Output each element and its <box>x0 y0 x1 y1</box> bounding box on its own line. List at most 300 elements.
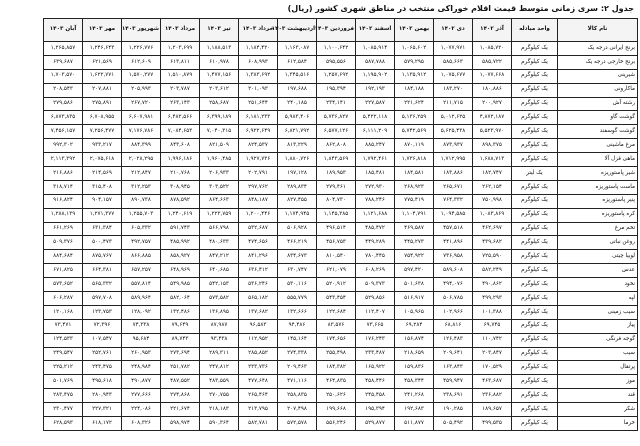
price-cell: ۷۹,۶۴۹ <box>161 319 200 333</box>
price-cell: ۱۶۵,۹۲۲ <box>356 361 395 375</box>
price-cell: ۶۹,۲۸۴ <box>395 319 434 333</box>
item-name-cell: برنج ایرانی درجه یک <box>558 42 638 56</box>
price-cell: ۲۰۳,۶۱۲ <box>200 83 239 97</box>
table-row <box>5 319 638 333</box>
price-cell: ۸۷۸,۵۹۲ <box>161 194 200 208</box>
table-row <box>5 139 638 153</box>
price-cell: ۱۹۵,۳۹۴ <box>356 403 395 417</box>
price-cell: ۱,۱۷۴,۹۴۵ <box>278 208 317 222</box>
price-cell: ۹۳,۴۳۸ <box>200 333 239 347</box>
unit-cell: یک کیلوگرم <box>512 389 558 403</box>
price-cell: ۱۴۵,۱۶۴ <box>278 333 317 347</box>
price-cell: ۱,۲۴۶,۶۴۳ <box>83 42 122 56</box>
price-cell: ۶,۸۷۳,۸۳۵ <box>44 111 83 125</box>
price-cell: ۵۷۹,۲۹۵ <box>395 55 434 69</box>
price-cell: ۱۹۲,۱۹۳ <box>356 83 395 97</box>
price-cell: ۲۴۰,۱۸۵ <box>278 97 317 111</box>
item-name-cell: لپه <box>558 292 638 306</box>
price-cell: ۲۰۹,۴۶۳ <box>278 361 317 375</box>
price-cell: ۲۴۳,۴۷۵ <box>83 361 122 375</box>
price-cell: ۵۴۳,۴۵۴ <box>317 292 356 306</box>
price-cell: ۲۰۷,۴۹۸ <box>278 403 317 417</box>
item-name-cell: ماهی قزل آلا <box>558 153 638 167</box>
table-row <box>5 292 638 306</box>
price-cell: ۱۳۲,۴۸۶ <box>161 305 200 319</box>
unit-cell: یک کیلوگرم <box>512 111 558 125</box>
price-cell: ۱,۷۰۳,۵۷۰ <box>44 69 83 83</box>
price-cell: ۲۹۷,۷۶۲ <box>239 180 278 194</box>
price-cell: ۸۱۳,۲۲۹ <box>278 139 317 153</box>
price-cell: ۸۶۶,۸۸۵ <box>122 250 161 264</box>
price-cell: ۸۸۴,۳۹۹ <box>122 139 161 153</box>
price-cell: ۴۳۹,۶۸۲ <box>473 236 512 250</box>
item-name-cell: کره پاستوریزه <box>558 208 638 222</box>
price-cell: ۶۴۰,۶۸۵ <box>200 264 239 278</box>
table-row <box>5 55 638 69</box>
price-cell: ۵۲۹,۸۵۶ <box>356 292 395 306</box>
price-cell: ۱,۰۸۳,۸۶۹ <box>473 208 512 222</box>
price-cell: ۱۰۷,۵۴۷ <box>83 333 122 347</box>
price-cell: ۱۹۵,۳۹۴ <box>317 83 356 97</box>
price-cell: ۲۰۱,۰۹۳ <box>239 83 278 97</box>
table-row <box>5 180 638 194</box>
price-cell: ۴۶۲,۶۹۷ <box>473 222 512 236</box>
price-cell: ۴,۸۷۲,۱۸۷ <box>473 111 512 125</box>
price-cell: ۱۸۴,۵۸۱ <box>395 167 434 181</box>
price-cell: ۱۸۴,۳۸۲ <box>317 361 356 375</box>
price-cell: ۲۱۶,۸۸۶ <box>44 167 83 181</box>
price-cell: ۱,۲۲۶,۷۷۶ <box>122 42 161 56</box>
price-cell: ۱,۲۲۲,۷۵۹ <box>200 208 239 222</box>
price-cell: ۱,۱۰۰,۶۴۲ <box>317 42 356 56</box>
price-cell: ۲۰۳,۸۴۷ <box>473 347 512 361</box>
price-cell: ۸۴۳,۶۰۸ <box>161 139 200 153</box>
price-cell: ۵۹۸,۹۷۴ <box>161 417 200 431</box>
price-cell: ۶,۶۰۷,۹۸۱ <box>122 111 161 125</box>
price-cell: ۳۱۸,۷۱۴ <box>44 180 83 194</box>
price-cell: ۲۰۹,۶۴۱ <box>434 347 473 361</box>
price-cell: ۲۰۸,۵۴۳ <box>44 83 83 97</box>
table-row <box>5 278 638 292</box>
price-cell: ۲۶۰,۹۵۳ <box>122 347 161 361</box>
price-cell: ۶۳۹,۶۸۷ <box>44 55 83 69</box>
price-cell: ۱۳۷,۶۸۲ <box>239 305 278 319</box>
unit-cell: یک لیتر <box>512 167 558 181</box>
price-cell: ۶۰۵,۳۳۲ <box>122 222 161 236</box>
unit-cell: یک کیلوگرم <box>512 319 558 333</box>
price-cell: ۹۵,۶۸۴ <box>122 333 161 347</box>
price-cell: ۶۳۱,۳۸۴ <box>83 222 122 236</box>
table-row <box>5 194 638 208</box>
price-cell: ۸۵۸,۹۲۷ <box>161 250 200 264</box>
price-cell: ۵۳۲,۶۸۷ <box>239 222 278 236</box>
price-cell: ۵۷۳,۶۵۲ <box>44 278 83 292</box>
price-cell: ۸۴۸,۱۸۷ <box>239 194 278 208</box>
price-cell: ۱,۲۴۰,۶۱۹ <box>161 208 200 222</box>
price-cell: ۱۱۰,۷۴۲ <box>473 333 512 347</box>
item-name-cell: گوشت گوسفند <box>558 125 638 139</box>
price-cell: ۵,۴۲۲,۱۱۸ <box>356 111 395 125</box>
unit-cell: یک کیلوگرم <box>512 305 558 319</box>
item-name-cell: برنج خارجی درجه یک <box>558 55 638 69</box>
price-cell: ۵۵۵,۷۷۹ <box>278 292 317 306</box>
price-cell: ۱,۰۷۵,۶۷۷ <box>434 69 473 83</box>
price-cell: ۷,۱۷۶,۷۸۶ <box>122 125 161 139</box>
price-cell: ۴۹۹,۵۳۵ <box>473 417 512 431</box>
price-cell: ۲۰۶,۹۳۳ <box>200 167 239 181</box>
price-cell: ۲۸۰,۹۴۳ <box>83 389 122 403</box>
price-cell: ۹۹۲,۳۰۲ <box>44 139 83 153</box>
table-row <box>5 264 638 278</box>
price-cell: ۴۴۹,۲۸۹ <box>356 236 395 250</box>
price-cell: ۷۶۴,۳۳۲ <box>434 194 473 208</box>
table-row <box>5 208 638 222</box>
price-cell: ۵۹۱,۷۴۳ <box>161 222 200 236</box>
price-cell: ۵۱۶,۹۱۷ <box>395 292 434 306</box>
price-cell: ۵۸۵,۶۶۳ <box>434 55 473 69</box>
price-cell: ۲۸۳,۴۷۵ <box>44 389 83 403</box>
price-cell: ۶۱۲,۶۰۹ <box>122 55 161 69</box>
price-cell: ۱,۵۱۰,۸۷۹ <box>161 69 200 83</box>
price-cell: ۲۷۹,۵۸۶ <box>44 97 83 111</box>
price-cell: ۱,۲۰۰,۴۴۶ <box>239 208 278 222</box>
price-cell: ۵۶۵,۱۸۲ <box>239 292 278 306</box>
table-row <box>5 111 638 125</box>
price-cell: ۵۹۵,۵۵۶ <box>317 55 356 69</box>
unit-cell: یک کیلوگرم <box>512 180 558 194</box>
price-cell: ۶۸,۸۱۶ <box>434 319 473 333</box>
price-cell: ۱۱۲,۴۰۷ <box>356 305 395 319</box>
item-name-cell: گوجه فرنگی <box>558 333 638 347</box>
unit-cell: یک کیلوگرم <box>512 250 558 264</box>
price-cell: ۱۹۹,۶۶۸ <box>317 403 356 417</box>
price-cell: ۶,۷۰۸,۹۵۵ <box>83 111 122 125</box>
price-cell: ۳۰۸,۹۴۵ <box>161 180 200 194</box>
table-row <box>5 222 638 236</box>
price-cell: ۴۷۷,۶۴۸ <box>239 375 278 389</box>
price-cell: ۵۷۳,۵۸۲ <box>200 292 239 306</box>
price-cell: ۲۷۹,۴۶۱ <box>317 180 356 194</box>
price-cell: ۱۸۴,۱۸۸ <box>395 83 434 97</box>
price-cell: ۱,۱۰۴,۷۹۱ <box>395 208 434 222</box>
price-cell: ۲۲۴,۰۸۶ <box>122 403 161 417</box>
table-row <box>5 167 638 181</box>
price-cell: ۴۵۷,۵۱۸ <box>434 222 473 236</box>
price-cell: ۶۱۰,۹۷۸ <box>200 55 239 69</box>
price-cell: ۵۸۲,۲۴۹ <box>473 264 512 278</box>
price-cell: ۲۰۲,۷۹۱ <box>239 167 278 181</box>
price-cell: ۵۲۹,۸۷۷ <box>356 417 395 431</box>
price-cell: ۴۵۸,۴۴۶ <box>356 375 395 389</box>
price-cell: ۶۰۸,۹۹۳ <box>239 55 278 69</box>
item-name-cell: تخم مرغ <box>558 222 638 236</box>
price-cell: ۲۱۲,۸۴۷ <box>122 167 161 181</box>
price-cell: ۵۰۵,۴۹۲ <box>434 417 473 431</box>
price-cell: ۲۵۱,۶۴۴ <box>239 97 278 111</box>
price-cell: ۲۰۳,۷۸۷ <box>161 83 200 97</box>
price-cell: ۱,۹۶۰,۴۸۵ <box>200 153 239 167</box>
price-cell: ۸۱۰,۵۴۰ <box>317 250 356 264</box>
price-cell: ۱۲۴,۵۳۳ <box>44 333 83 347</box>
price-cell: ۲۴۹,۵۴۷ <box>44 347 83 361</box>
price-cell: ۱,۰۹۴,۵۸۵ <box>434 208 473 222</box>
price-cell: ۵,۱۳۶,۲۵۹ <box>395 111 434 125</box>
unit-cell: یک کیلوگرم <box>512 153 558 167</box>
price-cell: ۹۱۶,۸۲۴ <box>44 194 83 208</box>
price-cell: ۵۹۷,۷۰۸ <box>83 292 122 306</box>
price-cell: ۸۹۰,۷۳۸ <box>122 194 161 208</box>
price-cell: ۴۸۷,۵۵۲ <box>161 375 200 389</box>
price-cell: ۱۵۹,۸۳۶ <box>395 361 434 375</box>
item-name-cell: رشته آش <box>558 97 638 111</box>
price-cell: ۲۵۲,۷۶۱ <box>83 347 122 361</box>
price-cell: ۴۸۵,۹۹۲ <box>161 236 200 250</box>
price-cell: ۶۰۶,۲۸۷ <box>44 292 83 306</box>
price-cell: ۴۹۲,۷۵۷ <box>122 236 161 250</box>
unit-cell: یک کیلوگرم <box>512 208 558 222</box>
column-header-month: مهر ۱۴۰۳ <box>83 19 122 42</box>
item-name-cell: روغن نباتی <box>558 236 638 250</box>
price-cell: ۵,۹۸۳,۴۰۶ <box>278 111 317 125</box>
price-cell: ۸۳,۵۷۶ <box>317 319 356 333</box>
unit-cell: یک کیلوگرم <box>512 42 558 56</box>
column-header-month: شهریور ۱۴۰۳ <box>122 19 161 42</box>
price-cell: ۵,۷۳۶,۸۲۷ <box>317 111 356 125</box>
price-cell: ۵,۰۱۲,۶۲۵ <box>434 111 473 125</box>
price-cell: ۵۸۵,۷۲۲ <box>473 55 512 69</box>
price-cell: ۲۳۶,۸۸۲ <box>473 389 512 403</box>
price-cell: ۶۴۸,۹۶۹ <box>161 264 200 278</box>
price-cell: ۵۰۰,۴۷۳ <box>83 236 122 250</box>
price-cell: ۲,۱۱۳,۳۹۲ <box>44 153 83 167</box>
price-cell: ۶,۸۲۱,۷۹۲ <box>278 125 317 139</box>
price-cell: ۵۸۹,۹۶۴ <box>122 292 161 306</box>
price-cell: ۶۵۷,۲۵۷ <box>122 264 161 278</box>
price-cell: ۵۸۲,۰۶۴ <box>161 292 200 306</box>
price-cell: ۲۶۵,۴۶۴ <box>239 389 278 403</box>
price-cell: ۲۷۰,۷۵۵ <box>200 389 239 403</box>
price-cell: ۲۶۳,۱۴۳ <box>161 97 200 111</box>
price-cell: ۸۷۰,۱۱۹ <box>395 139 434 153</box>
price-cell: ۲۰۵,۹۹۳ <box>122 83 161 97</box>
item-name-cell: شیر پاستوریزه <box>558 167 638 181</box>
price-cell: ۶,۴۸۲,۵۶۶ <box>161 111 200 125</box>
table-row <box>5 153 638 167</box>
table-row <box>5 347 638 361</box>
item-name-cell: شکر <box>558 403 638 417</box>
price-cell: ۳۰۳,۵۲۲ <box>200 180 239 194</box>
price-cell: ۲۸۵,۸۵۲ <box>239 347 278 361</box>
price-cell: ۸۲۱,۵۰۹ <box>200 139 239 153</box>
column-header-month: مرداد ۱۴۰۳ <box>161 19 200 42</box>
price-cell: ۲۴۱,۲۶۸ <box>395 389 434 403</box>
price-cell: ۸۰۴,۷۳۰ <box>317 194 356 208</box>
price-cell: ۱,۹۲۷,۷۳۶ <box>239 153 278 167</box>
price-cell: ۱,۲۷۱,۳۷۷ <box>83 208 122 222</box>
price-cell: ۲۲۱,۶۲۴ <box>395 97 434 111</box>
price-cell: ۷۳,۶۶۵ <box>356 319 395 333</box>
table-row <box>5 403 638 417</box>
price-cell: ۵۰۹,۳۷۶ <box>44 236 83 250</box>
price-cell: ۵۰۹,۳۷۳ <box>356 278 395 292</box>
price-cell: ۲۳۴,۱۴۱ <box>317 97 356 111</box>
price-cell: ۲۶۷,۷۲۰ <box>122 97 161 111</box>
price-cell: ۱,۲۰۳,۶۹۹ <box>161 42 200 56</box>
price-cell: ۱۷۰,۵۲۹ <box>473 361 512 375</box>
price-cell: ۱۹۷,۶۸۸ <box>278 83 317 97</box>
column-header-month: بهمن ۱۴۰۲ <box>395 19 434 42</box>
price-cell: ۱۸۳,۸۸۶ <box>434 167 473 181</box>
price-cell: ۵۹۰,۳۶۴ <box>200 417 239 431</box>
price-cell: ۱۹۲,۶۸۳ <box>395 403 434 417</box>
price-cell: ۷,۴۵۶,۱۵۷ <box>44 125 83 139</box>
price-cell: ۶,۹۲۲,۶۴۹ <box>239 125 278 139</box>
price-cell: ۱,۱۶۳,۰۸۷ <box>278 42 317 56</box>
price-cell: ۶۲۱,۵۶۹ <box>83 55 122 69</box>
unit-cell: یک کیلوگرم <box>512 417 558 431</box>
price-cell: ۱,۱۳۵,۹۱۲ <box>395 69 434 83</box>
price-cell: ۱,۲۵۵,۷۰۳ <box>122 208 161 222</box>
price-cell: ۱,۰۸۵,۹۱۴ <box>356 42 395 56</box>
price-cell: ۶۳۰,۷۴۷ <box>278 264 317 278</box>
item-name-cell: سیب زمینی <box>558 305 638 319</box>
price-cell: ۶۰۸,۳۲۶ <box>122 417 161 431</box>
price-cell: ۲۴۷,۸۱۲ <box>200 361 239 375</box>
price-cell: ۲۷۴,۳۳۸ <box>278 347 317 361</box>
price-cell: ۲۷۲,۹۳۰ <box>356 180 395 194</box>
price-cell: ۶۶۱,۲۶۹ <box>44 222 83 236</box>
price-cell: ۱,۰۷۷,۶۶۸ <box>473 69 512 83</box>
price-cell: ۴۹۰,۸۷۷ <box>122 375 161 389</box>
price-cell: ۱,۱۹۵,۹۰۲ <box>356 69 395 83</box>
price-cell: ۴۴۵,۲۷۳ <box>395 236 434 250</box>
price-cell: ۲۱۸,۶۵۹ <box>395 347 434 361</box>
price-cell: ۱,۸۸۰,۷۲۶ <box>278 153 317 167</box>
price-cell: ۶۷۱,۸۲۵ <box>44 264 83 278</box>
price-cell: ۵۸۷,۷۸۸ <box>356 55 395 69</box>
table-row <box>5 236 638 250</box>
price-cell: ۸۳۴,۶۷۳ <box>278 250 317 264</box>
price-cell: ۵۲۰,۹۱۲ <box>317 278 356 292</box>
price-cell: ۱۲۸,۰۹۲ <box>122 305 161 319</box>
price-cell: ۵۸۹,۶۰۸ <box>434 264 473 278</box>
price-cell: ۲۵۱,۷۸۲ <box>161 361 200 375</box>
price-cell: ۵۸۲,۷۸۱ <box>239 417 278 431</box>
price-cell: ۱,۳۴۵,۵۱۶ <box>278 69 317 83</box>
column-header-month: تیر ۱۴۰۳ <box>200 19 239 42</box>
unit-cell: یک کیلوگرم <box>512 292 558 306</box>
price-cell: ۱,۰۷۷,۹۷۱ <box>434 42 473 56</box>
price-cell: ۲۵۵,۴۹۸ <box>317 347 356 361</box>
price-cell: ۲,۰۲۸,۲۹۵ <box>122 153 161 167</box>
price-cell: ۲۵۸,۸۳۵ <box>278 389 317 403</box>
table-row <box>5 361 638 375</box>
price-cell: ۸۲۴,۵۳۷ <box>239 139 278 153</box>
price-cell: ۷۲۵,۵۹۰ <box>473 250 512 264</box>
price-cell: ۵,۷۴۲,۵۶۹ <box>395 125 434 139</box>
price-cell: ۱۳۲,۶۶۶ <box>278 305 317 319</box>
price-cell: ۲۷۳,۶۹۴ <box>161 347 200 361</box>
price-cell: ۶۹,۷۴۵ <box>473 319 512 333</box>
price-cell: ۴۶۹,۵۸۷ <box>395 222 434 236</box>
price-cell: ۷۴,۳۳۸ <box>122 319 161 333</box>
price-cell: ۲۸۹,۸۳۴ <box>278 180 317 194</box>
price-cell: ۹۰۴,۱۵۷ <box>83 194 122 208</box>
price-cell: ۵۰۱,۶۳۸ <box>395 278 434 292</box>
price-cell: ۲۱۱,۷۱۵ <box>434 97 473 111</box>
price-cell: ۶۱۳,۸۱۱ <box>161 55 200 69</box>
price-cell: ۲۸۹,۳۱۱ <box>200 347 239 361</box>
price-cell: ۸۸۴,۶۸۴ <box>44 250 83 264</box>
price-cell: ۴۴۱,۸۹۶ <box>434 236 473 250</box>
table-row <box>5 305 638 319</box>
price-cell: ۵,۵۲۳,۹۷۰ <box>473 125 512 139</box>
price-cell: ۷,۰۸۴,۶۵۳ <box>161 125 200 139</box>
price-cell: ۶,۱۱۱,۲۰۹ <box>356 125 395 139</box>
table-row <box>5 389 638 403</box>
column-header-month: اسفند ۱۴۰۲ <box>356 19 395 42</box>
price-cell: ۱۰۵,۹۶۵ <box>395 305 434 319</box>
price-cell: ۱,۱۸۸,۵۱۳ <box>200 42 239 56</box>
price-cell: ۱۸۰,۸۸۶ <box>473 83 512 97</box>
price-cell: ۹۳۳,۲۱۷ <box>83 139 122 153</box>
table-row <box>5 42 638 56</box>
price-cell: ۲۶۸,۹۲۳ <box>395 180 434 194</box>
unit-cell: یک کیلوگرم <box>512 375 558 389</box>
table-row <box>5 69 638 83</box>
item-name-cell: مرغ ماشینی <box>558 139 638 153</box>
unit-cell: یک کیلوگرم <box>512 83 558 97</box>
price-cell: ۱,۱۲۱,۶۸۸ <box>356 208 395 222</box>
price-cell: ۵۳۶,۲۴۶ <box>239 278 278 292</box>
price-cell: ۵۱۱,۸۷۷ <box>395 417 434 431</box>
price-cell: ۸۷,۹۸۷ <box>200 319 239 333</box>
price-cell: ۲۰۰,۹۲۷ <box>473 97 512 111</box>
price-cell: ۷۸۰,۴۴۵ <box>356 250 395 264</box>
price-cell: ۱۲۰,۱۶۸ <box>44 305 83 319</box>
price-cell: ۱۷۶,۲۴۳ <box>356 333 395 347</box>
unit-cell: یک کیلوگرم <box>512 222 558 236</box>
item-name-cell: شیرینی <box>558 69 638 83</box>
price-cell: ۷,۰۴۰,۳۱۵ <box>200 125 239 139</box>
price-cell: ۲۵۰,۶۲۶ <box>317 389 356 403</box>
price-cell: ۱۰۲,۹۶۶ <box>434 305 473 319</box>
item-name-cell: موز <box>558 375 638 389</box>
price-cell: ۸۶۲,۸۰۸ <box>317 139 356 153</box>
item-name-cell: خرما <box>558 417 638 431</box>
price-cell: ۴۸۵,۴۷۲ <box>356 222 395 236</box>
price-cell: ۱۸۳,۲۷۰ <box>434 83 473 97</box>
price-cell: ۱۸۹,۶۵۷ <box>473 403 512 417</box>
price-cell: ۱۸۲,۷۴۷ <box>473 167 512 181</box>
item-name-cell: گوشت گاو <box>558 111 638 125</box>
item-name-cell: لوبیا چیتی <box>558 250 638 264</box>
price-cell: ۶۶۴,۳۸۱ <box>83 264 122 278</box>
price-cell: ۲۳۳,۴۸۷ <box>356 347 395 361</box>
price-cell: ۳۱۵,۴۰۸ <box>83 180 122 194</box>
price-cell: ۲۱۸,۱۸۳ <box>200 403 239 417</box>
price-cell: ۹۶,۵۸۳ <box>239 319 278 333</box>
price-cell: ۲۶۵,۶۷۱ <box>434 180 473 194</box>
price-cell: ۶,۱۸۱,۲۳۳ <box>239 111 278 125</box>
unit-cell: یک کیلوگرم <box>512 194 558 208</box>
price-cell: ۸۹,۷۴۳ <box>161 333 200 347</box>
price-cell: ۴۶۴,۸۳۵ <box>317 375 356 389</box>
column-header-month: خرداد ۱۴۰۳ <box>239 19 278 42</box>
column-header-month: اردیبهشت ۱۴۰۳ <box>278 19 317 42</box>
price-cell: ۴۹۰,۸۶۲ <box>473 278 512 292</box>
price-cell: ۴۶۶,۲۱۹ <box>278 236 317 250</box>
